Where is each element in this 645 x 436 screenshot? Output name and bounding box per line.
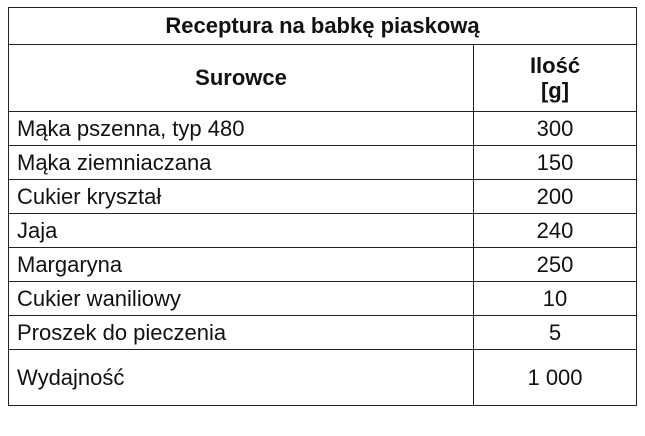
- table-row: [9, 180, 637, 214]
- ingredient-name: Mąka pszenna, typ 480: [9, 112, 474, 146]
- title-row: [9, 8, 637, 45]
- ingredient-quantity: 5: [474, 316, 637, 350]
- ingredient-quantity: 240: [474, 214, 637, 248]
- ingredient-name: Jaja: [9, 214, 474, 248]
- header-quantity-unit: [g]: [540, 78, 570, 103]
- ingredient-name: Mąka ziemniaczana: [9, 146, 474, 180]
- ingredient-name: Proszek do pieczenia: [9, 316, 474, 350]
- ingredient-quantity: 200: [474, 180, 637, 214]
- header-quantity-label: Ilość: [529, 52, 581, 78]
- table-row: [9, 112, 637, 146]
- table-row: [9, 282, 637, 316]
- header-quantity: [474, 45, 637, 112]
- total-label: Wydajność: [9, 350, 474, 406]
- table-row: [9, 146, 637, 180]
- table-row: [9, 316, 637, 350]
- ingredient-name: Cukier waniliowy: [9, 282, 474, 316]
- header-row: [9, 45, 637, 112]
- ingredient-quantity: 10: [474, 282, 637, 316]
- header-ingredients: Surowce: [9, 45, 474, 112]
- table-title: Receptura na babkę piaskową: [9, 8, 637, 45]
- ingredient-name: Margaryna: [9, 248, 474, 282]
- table-row: [9, 248, 637, 282]
- recipe-table: [8, 7, 637, 406]
- ingredient-name: Cukier kryształ: [9, 180, 474, 214]
- table-row: [9, 214, 637, 248]
- total-row: [9, 350, 637, 406]
- ingredient-quantity: 150: [474, 146, 637, 180]
- total-quantity: 1 000: [474, 350, 637, 406]
- ingredient-quantity: 250: [474, 248, 637, 282]
- ingredient-quantity: 300: [474, 112, 637, 146]
